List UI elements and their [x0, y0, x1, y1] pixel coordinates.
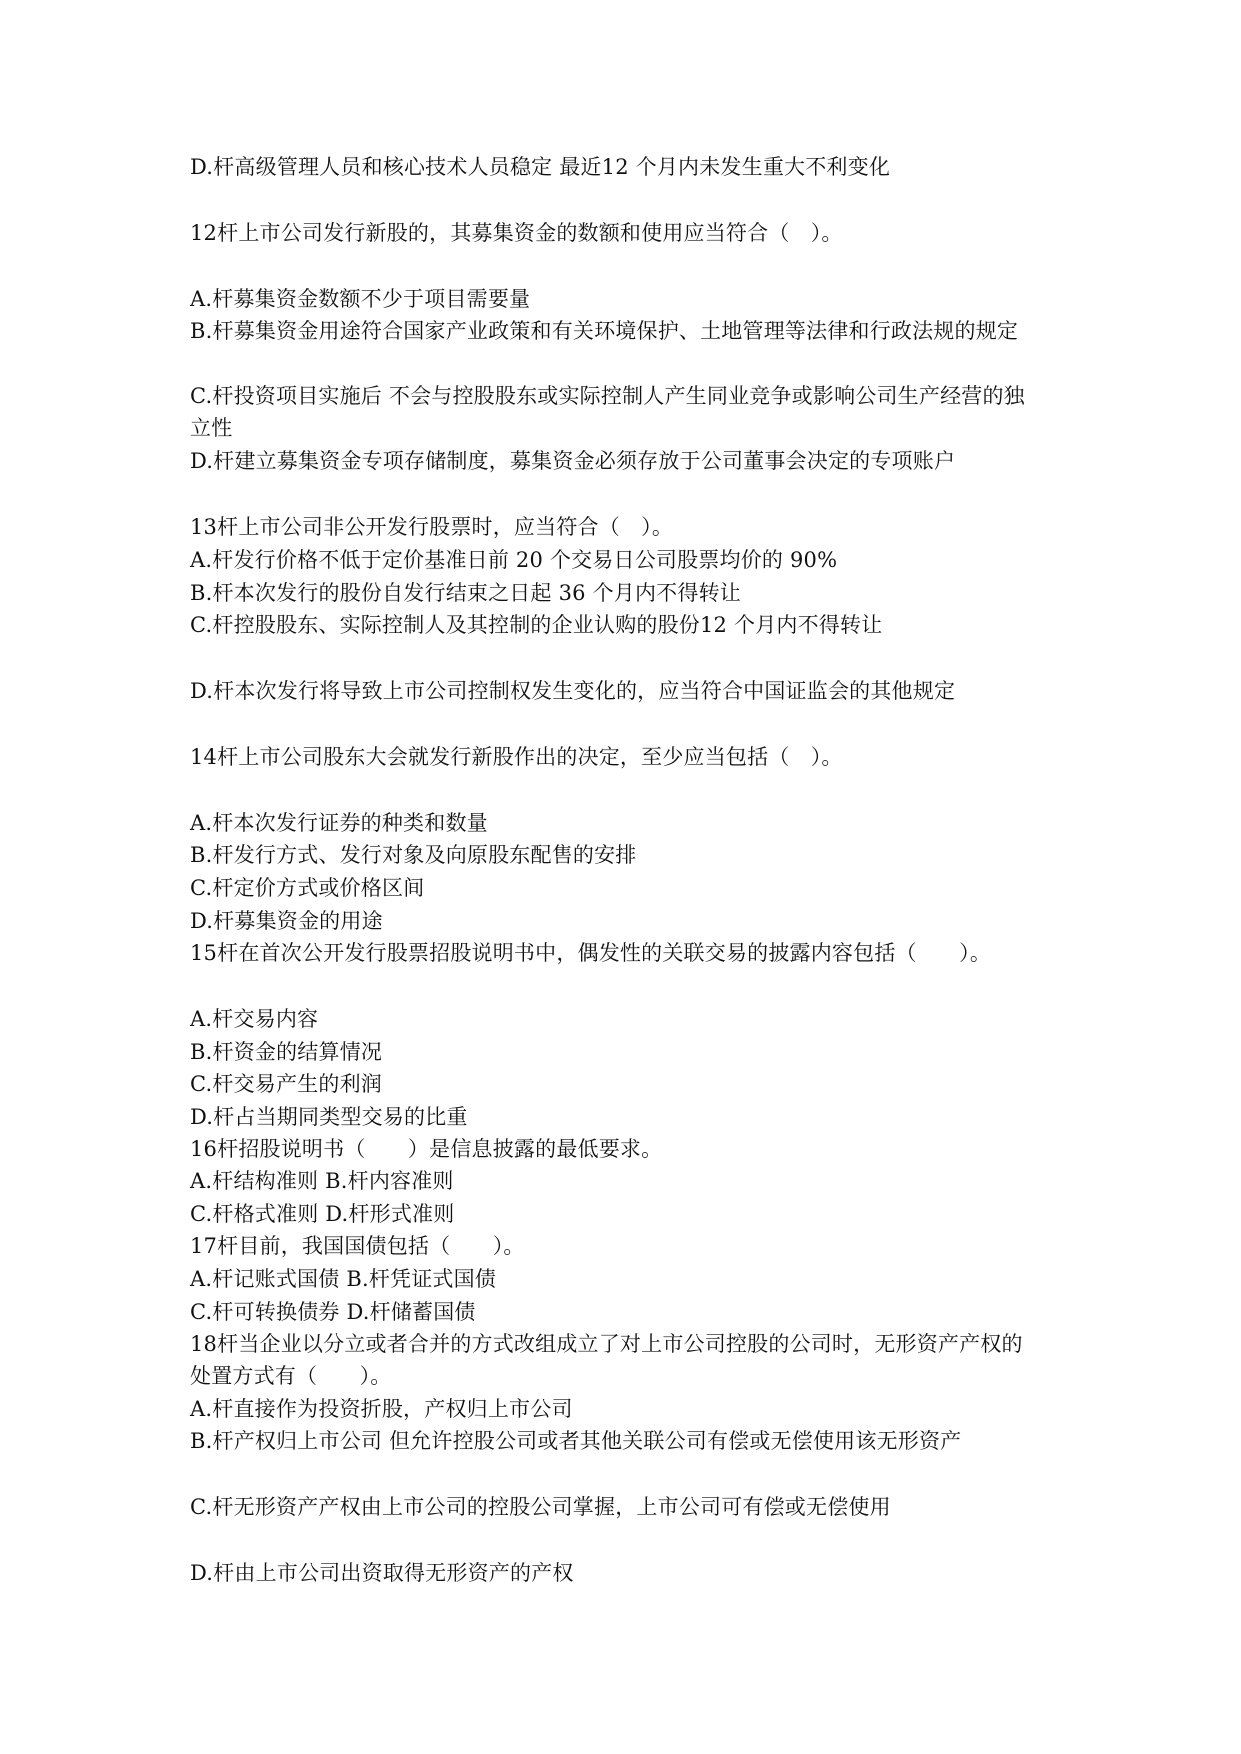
option-d: D.杆募集资金的用途 [190, 909, 383, 933]
option-c: C.杆定价方式或价格区间 [190, 876, 425, 900]
question-18-continued: 处置方式有（ ）。 [190, 1364, 392, 1388]
option-c: C.杆投资项目实施后 不会与控股股东或实际控制人产生同业竞争或影响公司生产经营的独 [190, 384, 1025, 408]
question-16: 16杆招股说明书（ ）是信息披露的最低要求。 [190, 1137, 663, 1161]
question-14: 14杆上市公司股东大会就发行新股作出的决定，至少应当包括（ ）。 [190, 745, 843, 769]
option-b: B.杆产权归上市公司 但允许控股公司或者其他关联公司有偿或无偿使用该无形资产 [190, 1429, 962, 1453]
option-d: D.杆建立募集资金专项存储制度，募集资金必须存放于公司董事会决定的专项账户 [190, 449, 956, 473]
question-17: 17杆目前，我国国债包括（ ）。 [190, 1234, 525, 1258]
question-18: 18杆当企业以分立或者合并的方式改组成立了对上市公司控股的公司时，无形资产产权的 [190, 1332, 1023, 1356]
option-a: A.杆交易内容 [190, 1007, 319, 1031]
option-a: A.杆本次发行证券的种类和数量 [190, 811, 488, 835]
option-c: C.杆无形资产产权由上市公司的控股公司掌握，上市公司可有偿或无偿使用 [190, 1495, 891, 1519]
options-c-d: C.杆格式准则 D.杆形式准则 [190, 1202, 455, 1226]
option-b: B.杆发行方式、发行对象及向原股东配售的安排 [190, 843, 637, 867]
option-d: D.杆占当期同类型交易的比重 [190, 1105, 468, 1129]
question-12: 12杆上市公司发行新股的，其募集资金的数额和使用应当符合（ ）。 [190, 221, 843, 245]
option-b: B.杆本次发行的股份自发行结束之日起 36 个月内不得转让 [190, 581, 741, 605]
option-d: D.杆由上市公司出资取得无形资产的产权 [190, 1561, 574, 1585]
options-c-d: C.杆可转换债券 D.杆储蓄国债 [190, 1300, 476, 1324]
option-a: A.杆直接作为投资折股，产权归上市公司 [190, 1397, 573, 1421]
option-a: A.杆发行价格不低于定价基准日前 20 个交易日公司股票均价的 90% [190, 548, 838, 572]
question-13: 13杆上市公司非公开发行股票时，应当符合（ ）。 [190, 515, 674, 539]
text-line: D.杆高级管理人员和核心技术人员稳定 最近12 个月内未发生重大不利变化 [190, 155, 891, 179]
options-a-b: A.杆记账式国债 B.杆凭证式国债 [190, 1267, 497, 1291]
options-a-b: A.杆结构准则 B.杆内容准则 [190, 1169, 454, 1193]
option-a: A.杆募集资金数额不少于项目需要量 [190, 287, 531, 311]
option-c: C.杆控股股东、实际控制人及其控制的企业认购的股份12 个月内不得转让 [190, 613, 883, 637]
option-c-continued: 立性 [190, 416, 233, 440]
option-b: B.杆募集资金用途符合国家产业政策和有关环境保护、土地管理等法律和行政法规的规定 [190, 319, 1019, 343]
option-d: D.杆本次发行将导致上市公司控制权发生变化的，应当符合中国证监会的其他规定 [190, 679, 956, 703]
question-15: 15杆在首次公开发行股票招股说明书中，偶发性的关联交易的披露内容包括（ ）。 [190, 941, 992, 965]
option-c: C.杆交易产生的利润 [190, 1072, 382, 1096]
option-b: B.杆资金的结算情况 [190, 1040, 383, 1064]
